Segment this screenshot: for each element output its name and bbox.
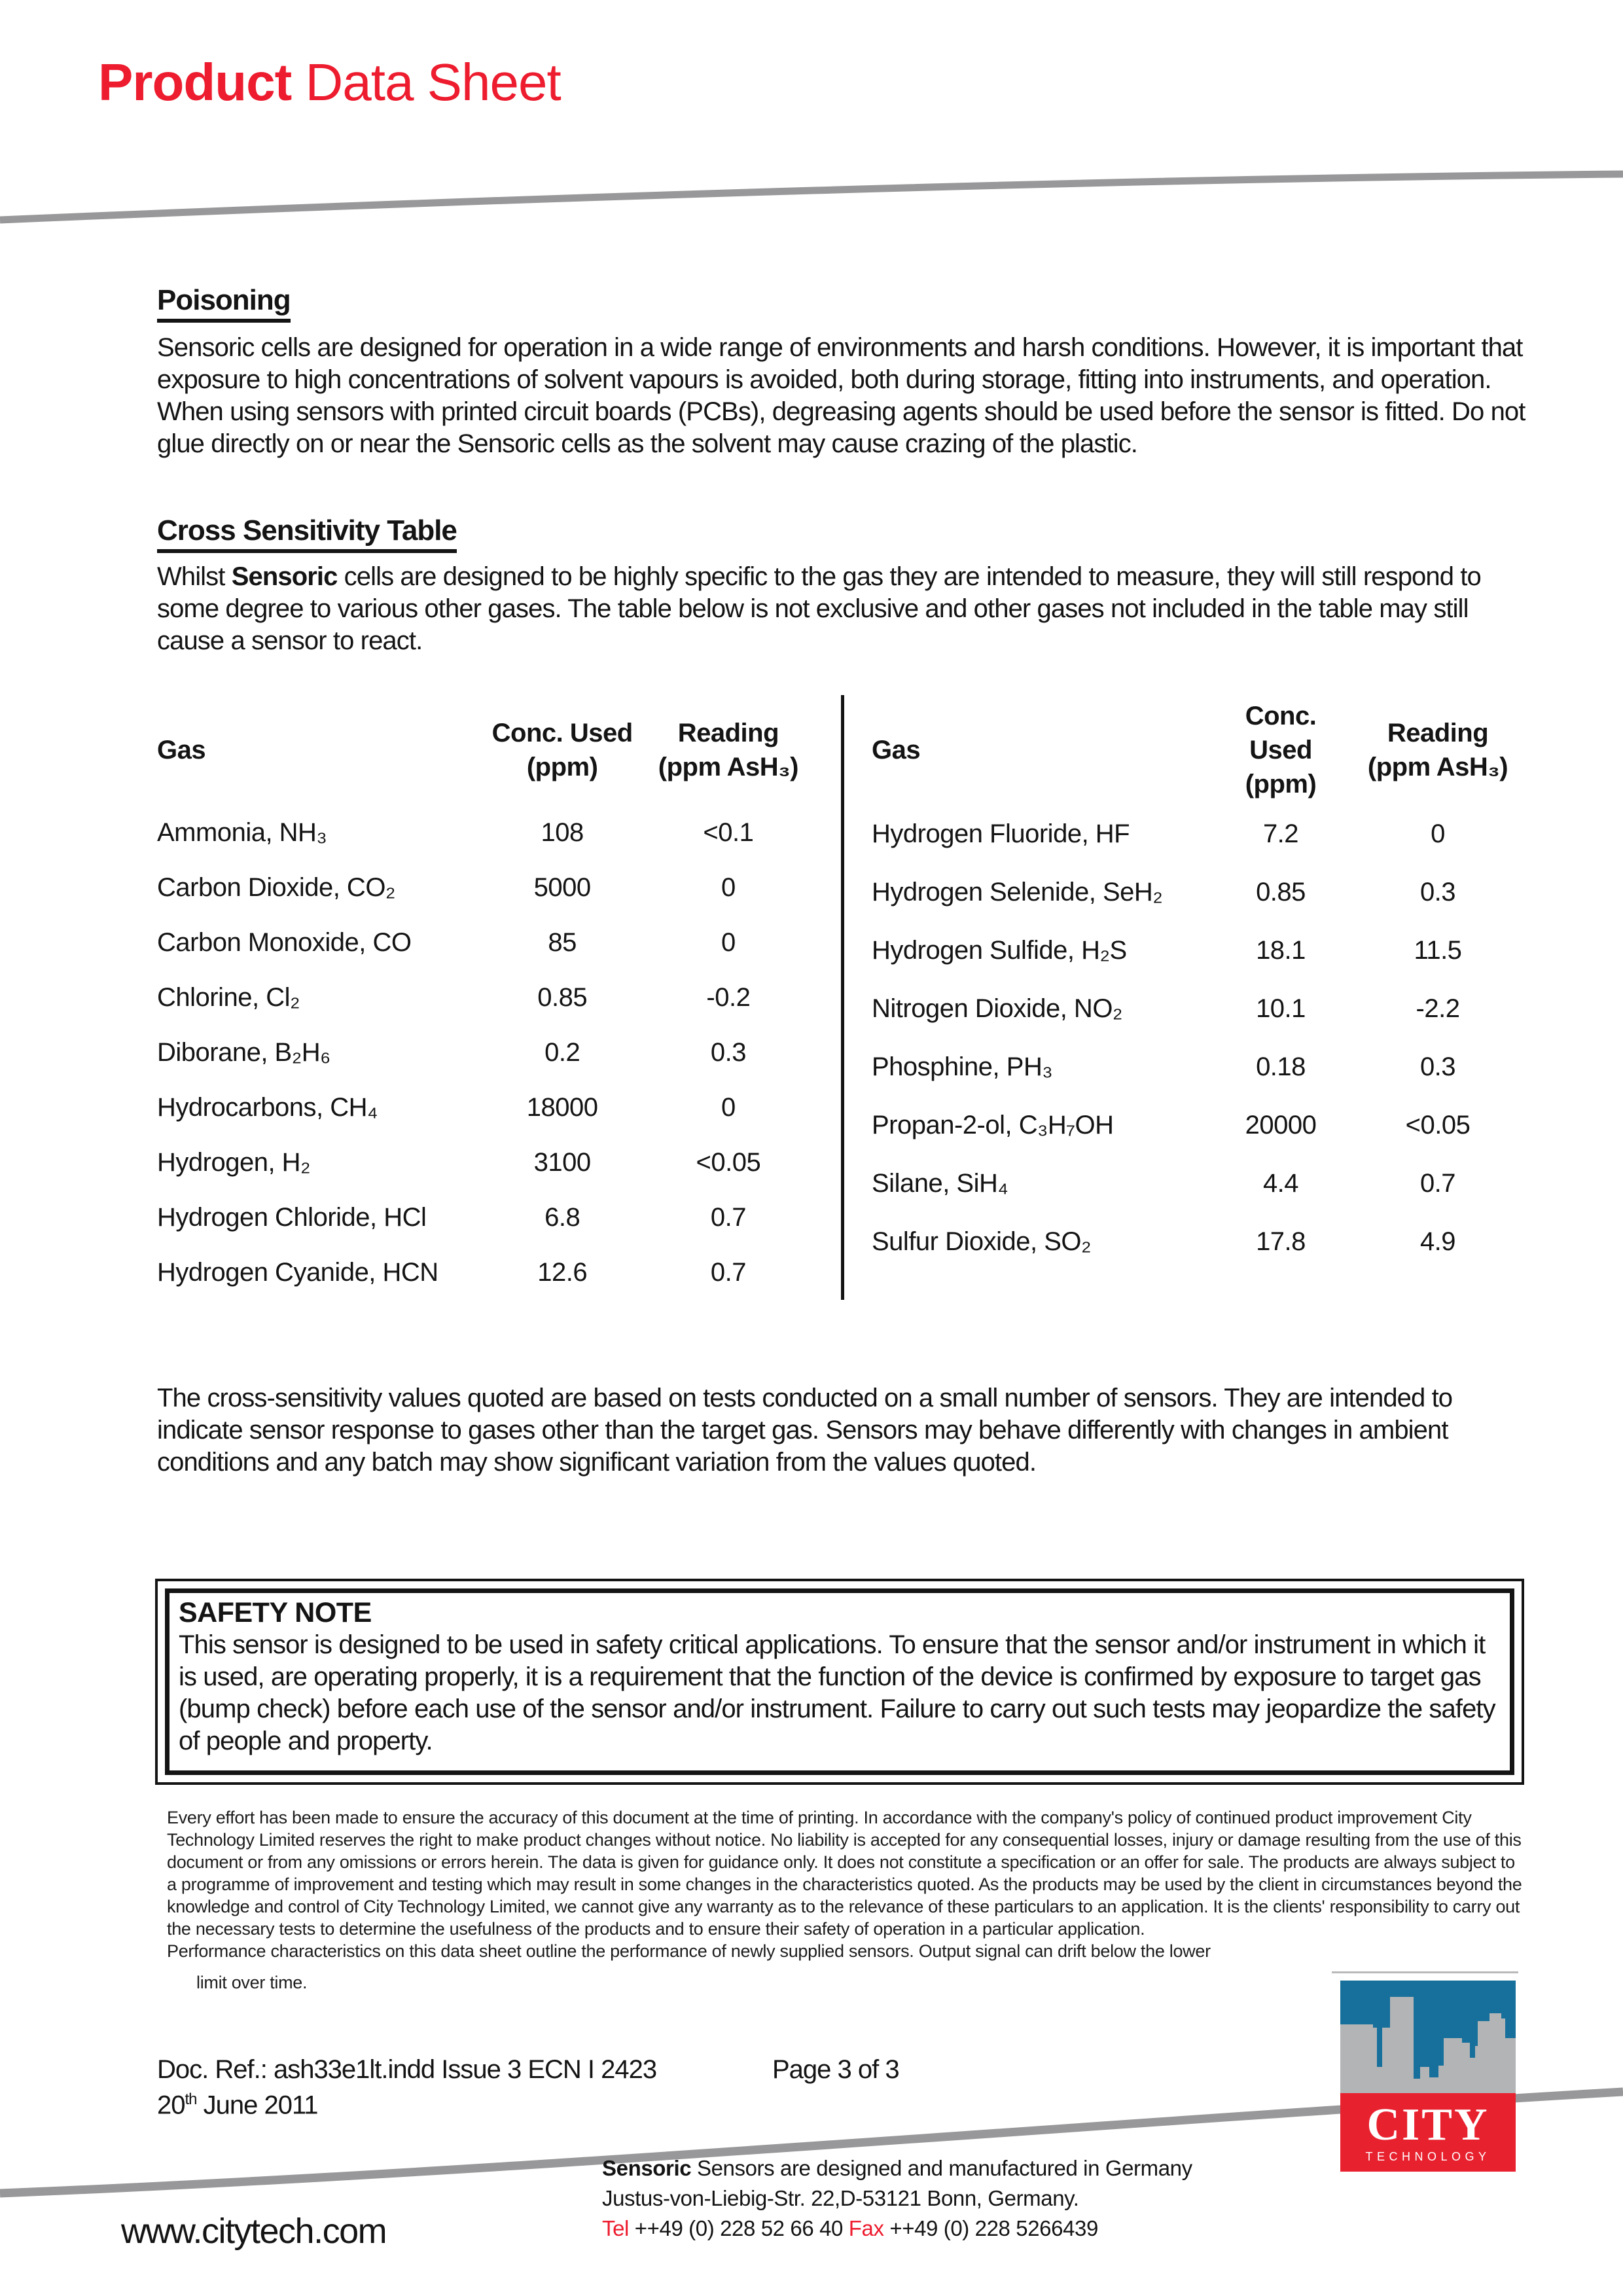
- cross-sensitivity-table-right: [844, 695, 1526, 1300]
- conc-used-cell: 10.1: [1256, 994, 1306, 1023]
- page-title-rest: Data Sheet: [291, 53, 561, 111]
- table-row: [872, 805, 1526, 863]
- poisoning-paragraph-2: When using sensors with printed circuit boards (PCBs), degreasing agents should be used before the sensor is fitted. Do not glue directly on or near the Sensoric cells as the solvent may cause crazing of the plastic.: [157, 397, 1525, 458]
- conc-used-cell: 12.6: [537, 1257, 588, 1287]
- intro-pre: Whilst: [157, 562, 232, 591]
- conc-used-cell: 20000: [1245, 1111, 1317, 1139]
- table-row: [872, 1096, 1526, 1155]
- cross-sensitivity-intro: [157, 561, 1526, 657]
- doc-date-rest: June 2011: [196, 2090, 318, 2120]
- gas-name-cell: Sulfur Dioxide, SO₂: [872, 1227, 1092, 1256]
- footer-street-address: Justus-von-Liebig-Str. 22,D-53121 Bonn, Germany.: [602, 2186, 1079, 2210]
- reading-cell: -2.2: [1416, 994, 1460, 1023]
- doc-date: [157, 2090, 318, 2120]
- table-row: [872, 1213, 1526, 1271]
- conc-header-line1: Conc. Used: [491, 719, 633, 747]
- footer-brand: Sensoric: [602, 2156, 692, 2180]
- conc-used-cell: 108: [541, 817, 584, 847]
- table-row: [157, 1080, 821, 1135]
- gas-name-cell: Ammonia, NH₃: [157, 817, 327, 847]
- table-row: [872, 922, 1526, 980]
- table-row: [157, 1245, 821, 1300]
- conc-header-line1: Conc. Used: [1245, 702, 1317, 764]
- table-header-reading: [1349, 716, 1526, 784]
- logo-skyline-graphic: [1340, 1981, 1516, 2093]
- reading-cell: -0.2: [706, 982, 751, 1012]
- city-technology-logo: [1340, 1981, 1516, 2172]
- reading-cell: 0: [721, 1092, 736, 1122]
- safety-note-box: [155, 1579, 1524, 1785]
- conc-used-cell: 6.8: [544, 1202, 580, 1232]
- legal-disclaimer-body: Every effort has been made to ensure the accuracy of this document at the time of printing. In accordance with the company's policy of continued product improvement City Technology Limited reserves the right to make product changes without notice. No liability is accepted for any consequential losses, injury or damage resulting from the use of this document or from any omissions or errors herein. The data is given for guidance only. It does not constitute a specification or an offer for sale. The products are always subject to a programme of improvement and testing which may result in some changes in the characteristics quoted. As the products may be used by the client in circumstances beyond the knowledge and control of City Technology Limited, we cannot give any warranty as to the relevance of these particulars to an application. It is the clients' responsibility to carry out the necessary tests to determine the usefulness of the products and to ensure their safety of operation in a particular application.: [167, 1808, 1522, 1939]
- reading-cell: <0.05: [696, 1147, 761, 1177]
- reading-cell: <0.05: [1405, 1111, 1471, 1139]
- gas-name-cell: Carbon Monoxide, CO: [157, 927, 412, 957]
- reading-cell: 4.9: [1419, 1227, 1456, 1256]
- gas-name-cell: Silane, SiH₄: [872, 1169, 1008, 1198]
- cross-sensitivity-table: [157, 695, 1526, 1300]
- cross-sensitivity-note: The cross-sensitivity values quoted are based on tests conducted on a small number of sensors. They are intended to indicate sensor response to gases other than the target gas. Sensors may behave differently with changes in ambient conditions and any batch may show significant variation from the values quoted.: [157, 1384, 1453, 1477]
- poisoning-paragraph-1: Sensoric cells are designed for operation in a wide range of environments and harsh conditions. However, it is important that exposure to high concentrations of solvent vapours is avoided, both during storage, fitting into instruments, and operation.: [157, 333, 1523, 394]
- reading-cell: 0: [1431, 819, 1445, 848]
- conc-used-cell: 4.4: [1262, 1169, 1299, 1198]
- conc-used-cell: 7.2: [1262, 819, 1299, 848]
- legal-limit-note: limit over time.: [196, 1973, 308, 1992]
- reading-header-line1: Reading: [677, 719, 779, 747]
- page-title: [98, 52, 561, 113]
- reading-cell: 0: [721, 872, 736, 902]
- fax-label: Fax: [848, 2216, 884, 2240]
- fax-number: ++49 (0) 228 5266439: [883, 2216, 1098, 2240]
- gas-name-cell: Hydrocarbons, CH₄: [157, 1092, 378, 1122]
- table-header-row: [872, 695, 1526, 805]
- logo-red-band: [1340, 2093, 1516, 2172]
- cross-sensitivity-table-left: [157, 695, 844, 1300]
- legal-performance-note: Performance characteristics on this data sheet outline the performance of newly supplied sensors. Output signal can drift below the lower: [167, 1941, 1211, 1961]
- conc-used-cell: 0.18: [1256, 1052, 1306, 1081]
- footer-made-in-line: [602, 2153, 1192, 2183]
- conc-used-cell: 17.8: [1256, 1227, 1306, 1256]
- conc-used-cell: 18.1: [1256, 936, 1306, 965]
- gas-name-cell: Carbon Dioxide, CO₂: [157, 872, 395, 902]
- gas-name-cell: Diborane, B₂H₆: [157, 1037, 330, 1067]
- doc-date-day: 20: [157, 2090, 185, 2120]
- reading-cell: 0.3: [1419, 878, 1456, 906]
- table-row: [157, 805, 821, 860]
- logo-wordmark: CITY: [1366, 2100, 1489, 2150]
- top-swoosh-line: [0, 174, 1623, 220]
- poisoning-section: [157, 284, 1526, 460]
- table-header-gas: Gas: [157, 735, 206, 764]
- gas-name-cell: Phosphine, PH₃: [872, 1052, 1053, 1081]
- footer-contact-line: [602, 2214, 1192, 2244]
- gas-name-cell: Hydrogen Cyanide, HCN: [157, 1257, 438, 1287]
- cross-sensitivity-section: [157, 514, 1526, 657]
- intro-brand: Sensoric: [231, 562, 338, 591]
- tel-label: Tel: [602, 2216, 629, 2240]
- conc-header-line2: (ppm): [526, 753, 598, 781]
- safety-note-body: This sensor is designed to be used in safety critical applications. To ensure that the sensor and/or instrument in which it is used, are operating properly, it is a requirement that the function of the device is confirmed by exposure to target gas (bump check) before each use of the sensor and/or instrument. Failure to carry out such tests may jeopardize the safety of people and property.: [179, 1630, 1495, 1755]
- conc-used-cell: 3100: [533, 1147, 591, 1177]
- reading-header-line1: Reading: [1387, 719, 1489, 747]
- logo-top-rule: [1332, 1971, 1518, 1973]
- doc-reference-line: [157, 2055, 899, 2085]
- table-row: [157, 1025, 821, 1080]
- footer-website: www.citytech.com: [121, 2212, 387, 2251]
- conc-used-cell: 85: [548, 927, 577, 957]
- cross-sensitivity-heading: Cross Sensitivity Table: [157, 514, 457, 553]
- tel-number: ++49 (0) 228 52 66 40: [629, 2216, 849, 2240]
- reading-header-line2: (ppm AsH₃): [658, 753, 798, 781]
- gas-name-cell: Hydrogen Sulfide, H₂S: [872, 936, 1127, 965]
- logo-subname: TECHNOLOGY: [1365, 2150, 1491, 2163]
- table-row: [872, 980, 1526, 1038]
- safety-note-inner-border: [165, 1588, 1514, 1775]
- reading-cell: 0.7: [1419, 1169, 1456, 1198]
- doc-reference: Doc. Ref.: ash33e1lt.indd Issue 3 ECN I 2423: [157, 2055, 657, 2084]
- conc-used-cell: 0.85: [1256, 878, 1306, 906]
- footer-address-block: [602, 2153, 1192, 2244]
- conc-used-cell: 0.85: [537, 982, 588, 1012]
- reading-cell: 0.7: [710, 1257, 746, 1287]
- gas-name-cell: Nitrogen Dioxide, NO₂: [872, 994, 1122, 1023]
- table-header-row: [157, 695, 821, 805]
- intro-post: cells are designed to be highly specific to the gas they are intended to measure, they will still respond to some degree to various other gases. The table below is not exclusive and other gases not included in the table may still cause a sensor to react.: [157, 562, 1481, 655]
- gas-name-cell: Hydrogen Selenide, SeH₂: [872, 878, 1163, 906]
- table-row: [157, 1190, 821, 1245]
- poisoning-heading: Poisoning: [157, 284, 291, 323]
- reading-cell: 11.5: [1414, 936, 1462, 965]
- table-row: [157, 860, 821, 915]
- table-row: [157, 970, 821, 1025]
- table-row: [872, 863, 1526, 922]
- conc-used-cell: 0.2: [544, 1037, 580, 1067]
- gas-name-cell: Hydrogen Chloride, HCl: [157, 1202, 427, 1232]
- conc-header-line2: (ppm): [1245, 770, 1317, 798]
- table-header-conc: [490, 716, 635, 784]
- gas-name-cell: Hydrogen, H₂: [157, 1147, 311, 1177]
- reading-cell: 0: [721, 927, 736, 957]
- doc-date-ordinal: th: [185, 2090, 197, 2108]
- gas-name-cell: Hydrogen Fluoride, HF: [872, 819, 1130, 848]
- gas-name-cell: Propan-2-ol, C₃H₇OH: [872, 1111, 1114, 1139]
- conc-used-cell: 5000: [533, 872, 591, 902]
- table-header-reading: [635, 716, 821, 784]
- table-row: [872, 1038, 1526, 1096]
- safety-note-heading: SAFETY NOTE: [179, 1597, 372, 1628]
- table-row: [157, 1135, 821, 1190]
- reading-cell: 0.7: [710, 1202, 746, 1232]
- table-row: [872, 1155, 1526, 1213]
- reading-header-line2: (ppm AsH₃): [1367, 753, 1508, 781]
- reading-cell: 0.3: [1419, 1052, 1456, 1081]
- reading-cell: <0.1: [703, 817, 754, 847]
- page-title-bold: Product: [98, 53, 292, 111]
- table-header-conc: [1212, 699, 1349, 801]
- page-number: Page 3 of 3: [772, 2055, 899, 2084]
- table-header-gas: Gas: [872, 735, 921, 764]
- conc-used-cell: 18000: [526, 1092, 598, 1122]
- gas-name-cell: Chlorine, Cl₂: [157, 982, 300, 1012]
- legal-disclaimer: [167, 1806, 1527, 1994]
- reading-cell: 0.3: [710, 1037, 746, 1067]
- table-row: [157, 915, 821, 970]
- footer-made-in-rest: Sensors are designed and manufactured in Germany: [691, 2156, 1192, 2180]
